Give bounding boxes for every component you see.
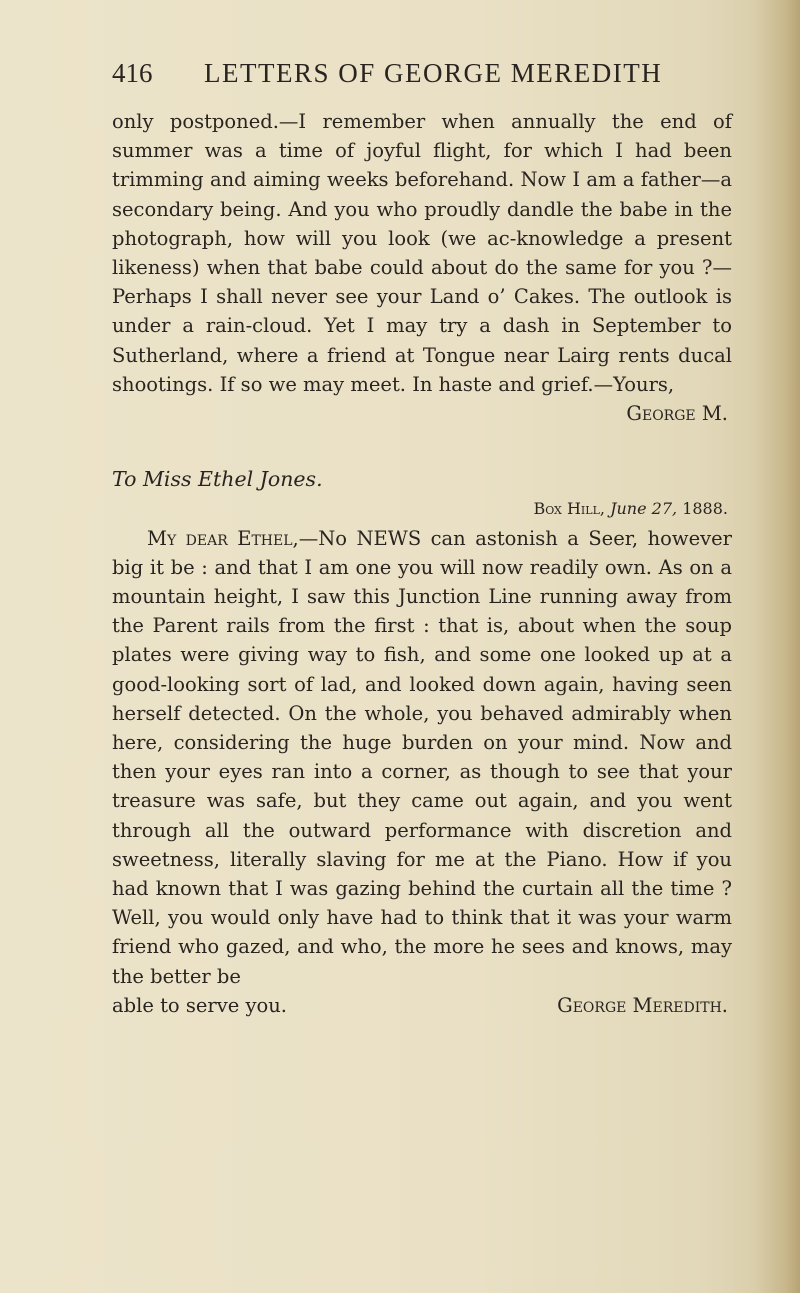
dateline-place: Box Hill, xyxy=(533,499,605,519)
running-title: LETTERS OF GEORGE MEREDITH xyxy=(204,58,663,88)
page-header xyxy=(112,58,732,98)
letter-two-body: —No NEWS can astonish a Seer, however big it be : and that I am one you will now readily own. As on a mountain height, I saw this Junction Line running away from the Parent rails from the first : that is, about when the soup plates were giving way to fish, and some one looked up at a good-looking sort of lad, and looked down again, having seen herself detected. On the whole, you behaved admirably when here, considering the huge burden on your mind. Now and then your eyes ran into a corner, as though to see that your treasure was safe, but they came out again, and you went through all the outward performance with discretion and sweetness, literally slaving for me at the Piano. How if you had known that I was gazing behind the curtain all the time ? Well, you would only have had to think that it was your warm friend who gazed, and who, the more he sees and knows, may the better be xyxy=(112,526,732,988)
page-text xyxy=(112,107,732,1020)
dateline-date: June 27, xyxy=(610,499,678,519)
letter-one-signature: George M. xyxy=(626,402,728,426)
letter-two-closing-line xyxy=(112,991,732,1020)
letter-two-signature: George Meredith. xyxy=(557,993,728,1017)
page-number: 416 xyxy=(112,58,153,88)
letter-two-dateline xyxy=(112,494,732,523)
dateline-year: 1888. xyxy=(682,499,728,519)
letter-one-body: only postponed.—I remember when annually the end of summer was a time of joyful flight, for which I had been trimming and aiming weeks beforehand. Now I am a father—a secondary being. And you who proudly dandle the babe in the photograph, how will you look (we ac-knowledge a present likeness) when that babe could about do the same for you ?—Perhaps I shall never see your Land o’ Cakes. The outlook is under a rain-cloud. Yet I may try a dash in September to Sutherland, where a friend at Tongue near Lairg rents ducal shootings. If so we may meet. In haste and grief.—Yours, xyxy=(112,110,732,396)
letter-two-salutation: My dear Ethel, xyxy=(147,526,299,550)
letter-two-body-paragraph xyxy=(112,524,732,991)
letter-two-last-line: able to serve you. xyxy=(112,993,287,1017)
page-edge-shadow xyxy=(754,0,800,1293)
letter-two-heading: To Miss Ethel Jones. xyxy=(112,467,323,492)
